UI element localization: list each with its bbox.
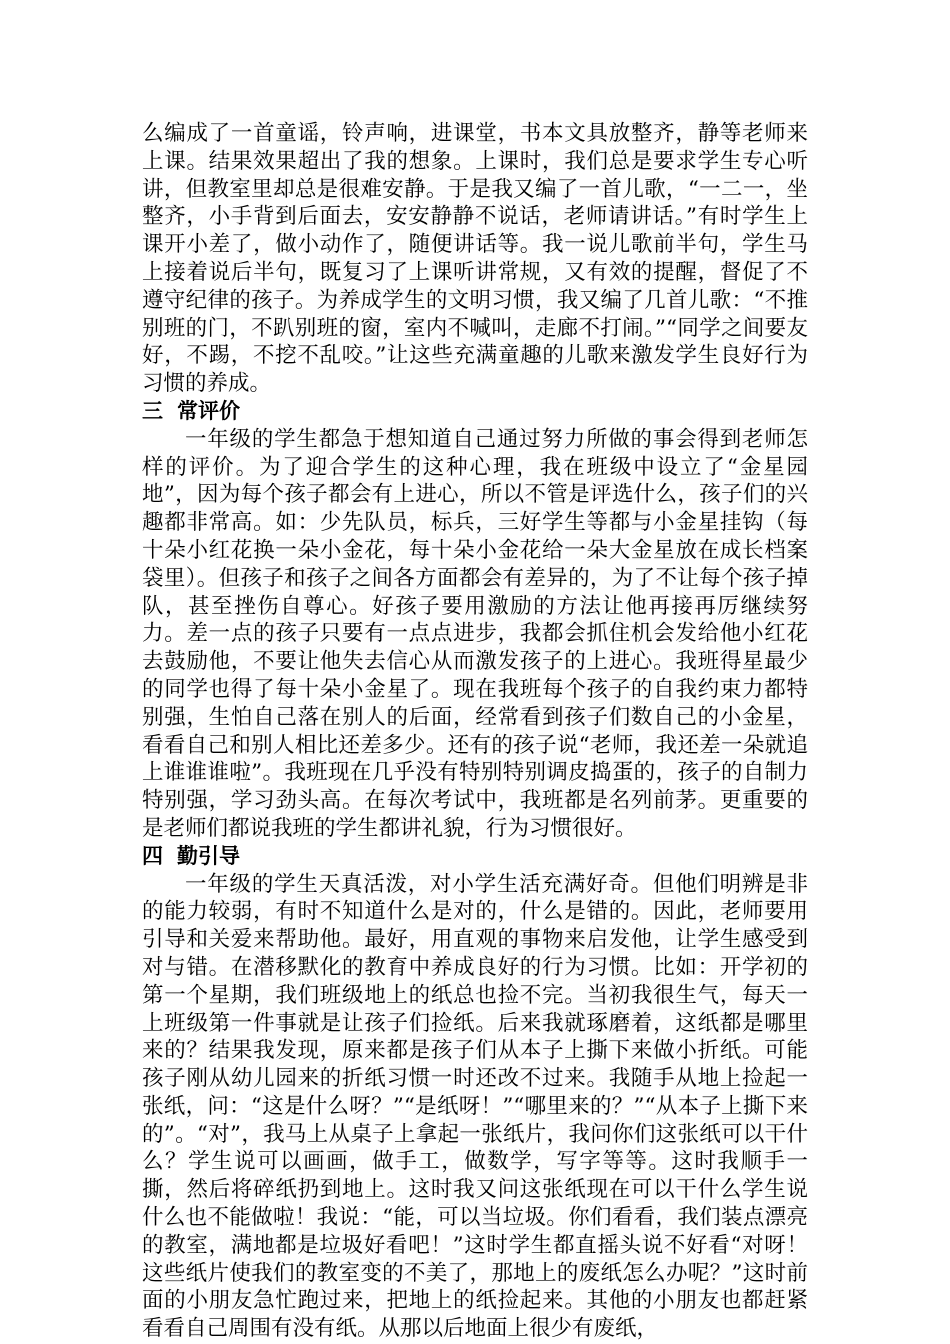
section-title: 常评价 (177, 398, 240, 423)
section-number: 四 (142, 843, 163, 868)
section-heading-guidance (142, 843, 808, 871)
section-title: 勤引导 (177, 843, 240, 868)
section-heading-evaluation (142, 398, 808, 426)
section-number: 三 (142, 398, 163, 423)
paragraph-guidance: 一年级的学生天真活泼，对小学生活充满好奇。但他们明辨是非的能力较弱，有时不知道什么是对的，什么是错的。因此，老师要用引导和关爱来帮助他。最好，用直观的事物来启发他，让学生感受到对与错。在潜移默化的教育中养成良好的行为习惯。比如：开学初的第一个星期，我们班级地上的纸总也捡不完。当初我很生气，每天一上班级第一件事就是让孩子们捡纸。后来我就琢磨着，这纸都是哪里来的？结果我发现，原来都是孩子们从本子上撕下来做小折纸。可能孩子刚从幼儿园来的折纸习惯一时还改不过来。我随手从地上捡起一张纸，问：“这是什么呀？”“是纸呀！”“哪里来的？”“从本子上撕下来的”。“对”，我马上从桌子上拿起一张纸片，我问你们这张纸可以干什么？学生说可以画画，做手工，做数学，写字等等。这时我顺手一撕，然后将碎纸扔到地上。这时我又问这张纸现在可以干什么学生说什么也不能做啦！我说：“能，可以当垃圾。你们看看，我们装点漂亮的教室，满地都是垃圾好看吧！”这时学生都直摇头说不好看“对呀！这些纸片使我们的教室变的不美了，那地上的废纸怎么办呢？”这时前面的小朋友急忙跑过来，把地上的纸捡起来。其他的小朋友也都赶紧看看自己周围有没有纸。从那以后地面上很少有废纸， (142, 871, 808, 1342)
document-page (142, 120, 808, 1343)
paragraph-nursery-rhymes: 么编成了一首童谣，铃声响，进课堂，书本文具放整齐，静等老师来上课。结果效果超出了我的想象。上课时，我们总是要求学生专心听讲，但教室里却总是很难安静。于是我又编了一首儿歌，“一二一，坐整齐，小手背到后面去，安安静静不说话，老师请讲话。”有时学生上课开小差了，做小动作了，随便讲话等。我一说儿歌前半句，学生马上接着说后半句，既复习了上课听讲常规，又有效的提醒，督促了不遵守纪律的孩子。为养成学生的文明习惯，我又编了几首儿歌：“不推别班的门，不趴别班的窗，室内不喊叫，走廊不打闹。”“同学之间要友好，不踢，不挖不乱咬。”让这些充满童趣的儿歌来激发学生良好行为习惯的养成。 (142, 121, 808, 397)
paragraph-evaluation: 一年级的学生都急于想知道自己通过努力所做的事会得到老师怎样的评价。为了迎合学生的这种心理，我在班级中设立了“金星园地”，因为每个孩子都会有上进心，所以不管是评选什么，孩子们的兴趣都非常高。如：少先队员，标兵，三好学生等都与小金星挂钩（每十朵小红花换一朵小金花，每十朵小金花给一朵大金星放在成长档案袋里）。但孩子和孩子之间各方面都会有差异的，为了不让每个孩子掉队，甚至挫伤自尊心。好孩子要用激励的方法让他再接再厉继续努力。差一点的孩子只要有一点点进步，我都会抓住机会发给他小红花去鼓励他，不要让他失去信心从而激发孩子的上进心。我班得星最少的同学也得了每十朵小金星了。现在我班每个孩子的自我约束力都特别强，生怕自己落在别人的后面，经常看到孩子们数自己的小金星，看看自己和别人相比还差多少。还有的孩子说“老师，我还差一朵就追上谁谁谁啦”。我班现在几乎没有特别特别调皮捣蛋的，孩子的自制力特别强，学习劲头高。在每次考试中，我班都是名列前茅。更重要的是老师们都说我班的学生都讲礼貌，行为习惯很好。 (142, 426, 808, 841)
